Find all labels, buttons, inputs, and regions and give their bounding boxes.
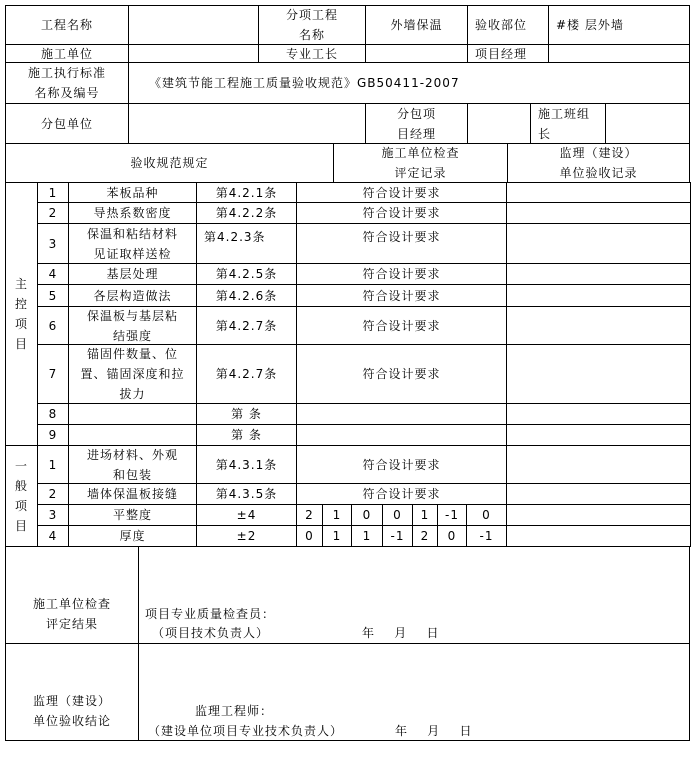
project-name-label: 工程名称 (5, 5, 129, 45)
supervisor-record-field[interactable] (506, 403, 691, 425)
item-name: 基层处理 (68, 263, 197, 285)
subcontractor-field[interactable] (128, 103, 366, 144)
measured-value: 0 (382, 504, 413, 526)
item-name: 锚固件数量、位 置、锚固深度和拉 拔力 (68, 344, 197, 404)
item-number: 7 (37, 344, 69, 404)
supervisor-record-field[interactable] (506, 182, 691, 203)
measured-value: 2 (412, 525, 438, 547)
item-result (296, 403, 507, 425)
supervisor-record-field[interactable] (506, 424, 691, 446)
item-number: 1 (37, 182, 69, 203)
measured-value: 2 (296, 504, 323, 526)
contractor-conclusion-label: 施工单位检查 评定结果 (5, 546, 139, 644)
supervisor-conclusion-label: 监理（建设） 单位验收结论 (5, 643, 139, 741)
item-result: 符合设计要求 (296, 344, 507, 404)
item-clause: 第4.2.5条 (196, 263, 297, 285)
project-name-field[interactable] (128, 5, 259, 45)
item-number: 5 (37, 284, 69, 307)
item-result: 符合设计要求 (296, 284, 507, 307)
supervisor-record-field[interactable] (506, 202, 691, 224)
standard-label: 施工执行标准 名称及编号 (5, 62, 129, 104)
foreman-field[interactable] (365, 44, 468, 63)
spec-column-header: 验收规范规定 (5, 143, 334, 183)
item-name: 厚度 (68, 525, 197, 547)
measured-value: 1 (412, 504, 438, 526)
item-clause: 第4.2.2条 (196, 202, 297, 224)
item-result: 符合设计要求 (296, 306, 507, 345)
item-clause: 第4.3.1条 (196, 445, 297, 484)
item-number: 3 (37, 223, 69, 264)
sub-pm-field[interactable] (467, 103, 531, 144)
supervisor-record-field[interactable] (506, 504, 691, 526)
item-name: 导热系数密度 (68, 202, 197, 224)
measured-value: -1 (437, 504, 467, 526)
item-number: 3 (37, 504, 69, 526)
engineer-label: 监理工程师： (195, 704, 274, 718)
supervisor-record-field[interactable] (506, 223, 691, 264)
item-clause: 第4.2.6条 (196, 284, 297, 307)
foreman-label: 专业工长 (258, 44, 366, 63)
subcontractor-label: 分包单位 (5, 103, 129, 144)
item-name: 墙体保温板接缝 (68, 483, 197, 505)
contractor-record-header: 施工单位检查 评定记录 (333, 143, 508, 183)
date-label: 年 月 日 (362, 626, 440, 640)
item-name: 保温和粘结材料 见证取样送检 (68, 223, 197, 264)
item-name: 保温板与基层粘 结强度 (68, 306, 197, 345)
item-clause: 第4.2.7条 (196, 306, 297, 345)
item-clause: 第 条 (196, 424, 297, 446)
pm-field[interactable] (548, 44, 690, 63)
supervisor-record-header: 监理（建设） 单位验收记录 (507, 143, 690, 183)
inspection-part-value: #楼 层外墙 (548, 5, 690, 45)
supervisor-record-field[interactable] (506, 263, 691, 285)
item-number: 2 (37, 202, 69, 224)
item-result: 符合设计要求 (296, 223, 507, 264)
sub-pm-label: 分包项 目经理 (365, 103, 468, 144)
item-name: 各层构造做法 (68, 284, 197, 307)
standard-value: 《建筑节能工程施工质量验收规范》GB50411-2007 (128, 62, 690, 104)
item-number: 4 (37, 263, 69, 285)
item-number: 1 (37, 445, 69, 484)
supervisor-record-field[interactable] (506, 344, 691, 404)
inspector-label: 项目专业质量检查员： (145, 607, 276, 621)
team-leader-field[interactable] (605, 103, 690, 144)
general-label: 一 般 项 目 (5, 445, 38, 547)
measured-value: -1 (382, 525, 413, 547)
item-clause: 第4.2.7条 (196, 344, 297, 404)
team-leader-label: 施工班组 长 (530, 103, 606, 144)
item-name: 进场材料、外观 和包装 (68, 445, 197, 484)
measured-value: 1 (322, 504, 352, 526)
date2-label: 年 月 日 (395, 724, 473, 738)
owner-lead-label: （建设单位项目专业技术负责人） (148, 724, 344, 738)
measured-value: 0 (466, 504, 507, 526)
item-clause: 第4.2.1条 (196, 182, 297, 203)
measured-value: 1 (351, 525, 383, 547)
item-result (296, 424, 507, 446)
item-result: 符合设计要求 (296, 202, 507, 224)
supervisor-record-field[interactable] (506, 284, 691, 307)
contractor-field[interactable] (128, 44, 259, 63)
measured-value: 1 (322, 525, 352, 547)
contractor-label: 施工单位 (5, 44, 129, 63)
item-clause: 第4.2.3条 (196, 223, 297, 264)
item-result: 符合设计要求 (296, 182, 507, 203)
item-number: 4 (37, 525, 69, 547)
supervisor-record-field[interactable] (506, 445, 691, 484)
measured-value: 0 (351, 504, 383, 526)
measured-value: 0 (437, 525, 467, 547)
item-name (68, 424, 197, 446)
item-result: 符合设计要求 (296, 483, 507, 505)
item-number: 8 (37, 403, 69, 425)
item-clause: 第 条 (196, 403, 297, 425)
measured-value: 0 (296, 525, 323, 547)
item-clause: ±4 (196, 504, 297, 526)
item-name: 平整度 (68, 504, 197, 526)
supervisor-record-field[interactable] (506, 306, 691, 345)
item-result: 符合设计要求 (296, 263, 507, 285)
tech-lead-label: （项目技术负责人） (152, 626, 270, 640)
pm-label: 项目经理 (467, 44, 549, 63)
inspection-part-label: 验收部位 (467, 5, 549, 45)
sub-project-label: 分项工程 名称 (258, 5, 366, 45)
item-number: 6 (37, 306, 69, 345)
item-clause: 第4.3.5条 (196, 483, 297, 505)
measured-value: -1 (466, 525, 507, 547)
item-clause: ±2 (196, 525, 297, 547)
supervisor-record-field[interactable] (506, 483, 691, 505)
item-number: 9 (37, 424, 69, 446)
item-number: 2 (37, 483, 69, 505)
item-name (68, 403, 197, 425)
item-result: 符合设计要求 (296, 445, 507, 484)
item-name: 苯板品种 (68, 182, 197, 203)
supervisor-record-field[interactable] (506, 525, 691, 547)
main-control-label: 主 控 项 目 (5, 182, 38, 446)
sub-project-value: 外墙保温 (365, 5, 468, 45)
